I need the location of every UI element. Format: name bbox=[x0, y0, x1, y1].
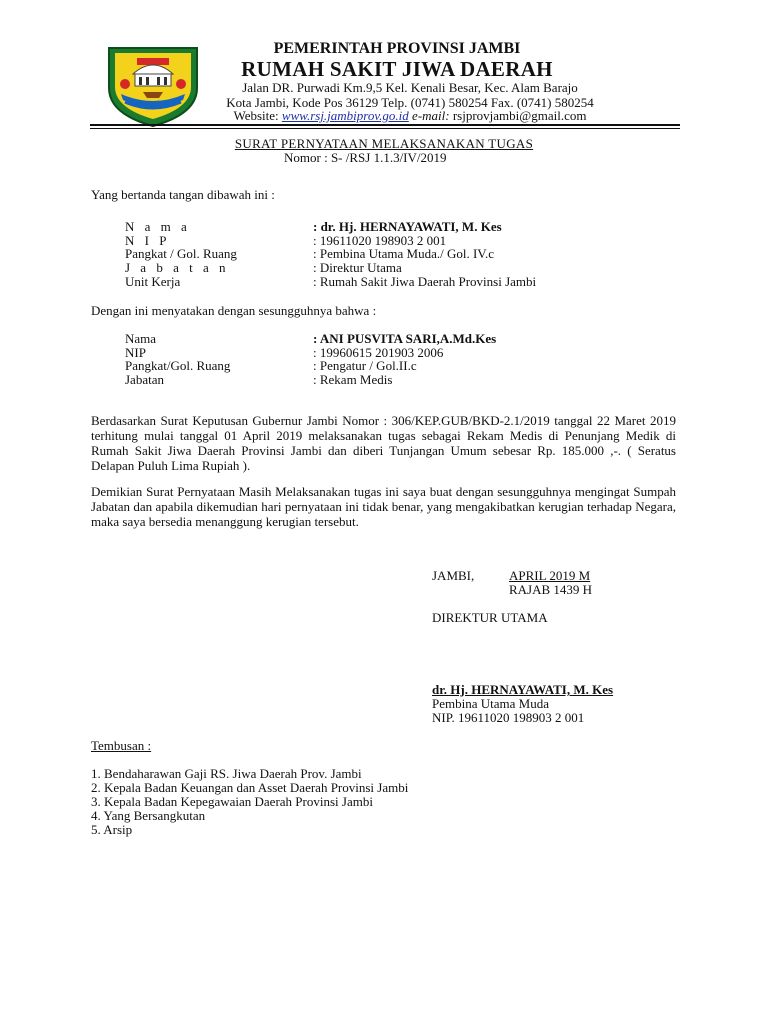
employee-rank-label: Pangkat/Gol. Ruang bbox=[125, 358, 231, 373]
letterhead-government: PEMERINTAH PROVINSI JAMBI bbox=[273, 40, 521, 57]
employee-name-label: Nama bbox=[125, 331, 157, 346]
signature-hijri-date: RAJAB 1439 H bbox=[509, 582, 593, 597]
cc-heading: Tembusan : bbox=[91, 738, 152, 753]
signer-position-label: J a b a t a n bbox=[125, 260, 229, 275]
employee-nip-value: : 19960615 201903 2006 bbox=[313, 345, 444, 360]
signature-rank: Pembina Utama Muda bbox=[432, 696, 549, 711]
letterhead-address: Jalan DR. Purwadi Km.9,5 Kel. Kenali Besar, Kec. Alam Barajo bbox=[242, 80, 578, 95]
website-label: Website: bbox=[233, 108, 282, 123]
employee-position-value: : Rekam Medis bbox=[313, 372, 393, 387]
website-link[interactable]: www.rsj.jambiprov.go.id bbox=[281, 108, 409, 123]
signer-position-value: : Direktur Utama bbox=[313, 260, 402, 275]
email-address: rsjprovjambi@gmail.com bbox=[452, 108, 587, 123]
list-item: 4. Yang Bersangkutan bbox=[91, 808, 206, 823]
signature-position: DIREKTUR UTAMA bbox=[432, 610, 548, 625]
signer-unit-value: : Rumah Sakit Jiwa Daerah Provinsi Jambi bbox=[313, 274, 537, 289]
signer-nip-value: : 19611020 198903 2 001 bbox=[313, 233, 447, 248]
signer-rank-label: Pangkat / Gol. Ruang bbox=[125, 246, 237, 261]
employee-rank-value: : Pengatur / Gol.II.c bbox=[313, 358, 417, 373]
list-item: 2. Kepala Badan Keuangan dan Asset Daerah Provinsi Jambi bbox=[91, 780, 409, 795]
signature-nip: NIP. 19611020 198903 2 001 bbox=[432, 710, 585, 725]
letterhead-contact: Kota Jambi, Kode Pos 36129 Telp. (0741) 580254 Fax. (0741) 580254 bbox=[226, 95, 594, 110]
letterhead-divider-thin bbox=[90, 128, 680, 129]
employee-name-value: : ANI PUSVITA SARI,A.Md.Kes bbox=[313, 331, 497, 346]
letterhead-divider-thick bbox=[90, 124, 680, 126]
body-paragraph-closing: Demikian Surat Pernyataan Masih Melaksanakan tugas ini saya buat dengan sesungguhnya mengingat Sumpah Jabatan dan apabila dikemudian hari pernyataan ini tidak benar, yang mengakibatkan kerugian terhadap Negara, maka saya bersedia menanggung kerugian tersebut. bbox=[91, 484, 676, 529]
cc-list bbox=[91, 767, 408, 837]
statement-intro: Dengan ini menyatakan dengan sesungguhnya bahwa : bbox=[91, 303, 377, 318]
signer-rank-value: : Pembina Utama Muda./ Gol. IV.c bbox=[313, 246, 495, 261]
employee-nip-label: NIP bbox=[125, 345, 146, 360]
letterhead-institution: RUMAH SAKIT JIWA DAERAH bbox=[241, 57, 553, 81]
signer-nip-label: N I P bbox=[125, 233, 170, 248]
intro-text: Yang bertanda tangan dibawah ini : bbox=[91, 187, 275, 202]
body-paragraph-decree: Berdasarkan Surat Keputusan Gubernur Jambi Nomor : 306/KEP.GUB/BKD-2.1/2019 tanggal 22 Maret 2019 terhitung mulai tanggal 01 April 2019 melaksanakan tugas sebagai Rekam Medis di Penunjang Medik di Rumah Sakit Jiwa Daerah Provinsi Jambi dan diberi Tunjangan Umum sebesar Rp. 185.000 ,-. ( Seratus Delapan Puluh Lima Rupiah ). bbox=[91, 413, 676, 473]
letterhead-web-email bbox=[0, 108, 768, 124]
list-item: 3. Kepala Badan Kepegawaian Daerah Provinsi Jambi bbox=[91, 794, 373, 809]
signature-date: APRIL 2019 M bbox=[509, 568, 591, 583]
employee-position-label: Jabatan bbox=[125, 372, 164, 387]
document-title: SURAT PERNYATAAN MELAKSANAKAN TUGAS bbox=[234, 136, 534, 151]
signature-name: dr. Hj. HERNAYAWATI, M. Kes bbox=[432, 682, 614, 697]
signer-unit-label: Unit Kerja bbox=[125, 274, 181, 289]
signature-city: JAMBI, bbox=[432, 568, 475, 583]
list-item: 5. Arsip bbox=[91, 822, 133, 837]
document-number: Nomor : S- /RSJ 1.1.3/IV/2019 bbox=[284, 150, 447, 165]
email-label: e-mail: bbox=[408, 108, 453, 123]
signer-name-label: N a m a bbox=[125, 219, 191, 234]
signer-name-value: : dr. Hj. HERNAYAWATI, M. Kes bbox=[313, 219, 502, 234]
list-item: 1. Bendaharawan Gaji RS. Jiwa Daerah Prov. Jambi bbox=[91, 766, 362, 781]
